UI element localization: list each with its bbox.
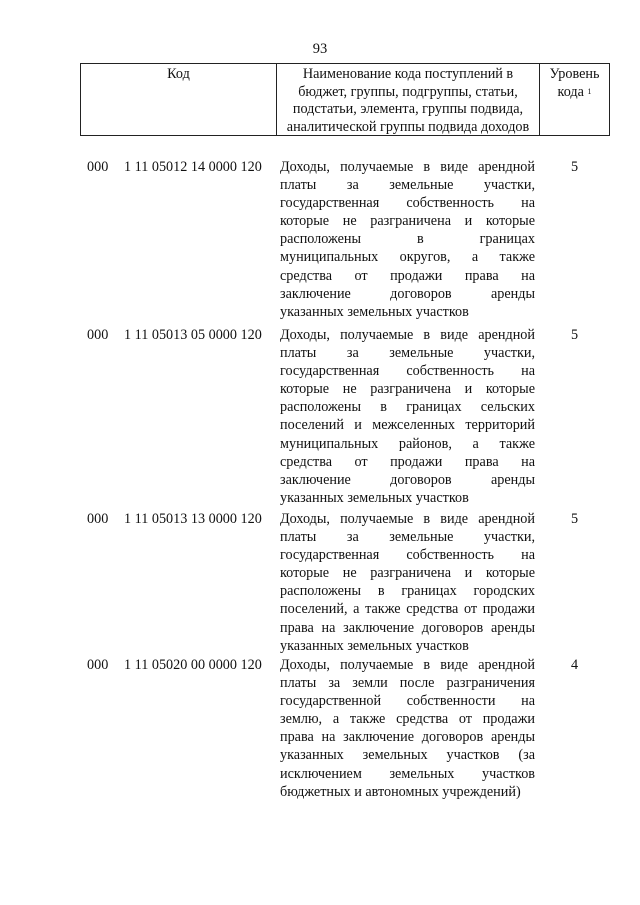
revenue-name-line: государственная собственность на	[280, 363, 535, 380]
revenue-name-line: поселений, а также средства от продажи	[280, 601, 535, 618]
header-level-line: Уровень	[549, 66, 600, 82]
revenue-name-line: поселений и межселенных территорий	[280, 417, 535, 434]
header-level	[540, 66, 609, 101]
revenue-name-line: указанных земельных участков	[280, 303, 469, 320]
revenue-name-line: платы за земельные участки,	[280, 177, 535, 194]
revenue-name-line: землю, а также средства от продажи	[280, 711, 535, 728]
footnote-marker: 1	[587, 86, 592, 96]
header-code: Код	[167, 66, 190, 82]
header-name-line: аналитической группы подвида доходов	[286, 118, 530, 135]
header-name-line: бюджет, группы, подгруппы, статьи,	[298, 83, 518, 100]
revenue-name-line: права на заключение договоров аренды	[280, 619, 535, 636]
header-name-line: Наименование кода поступлений в	[302, 66, 514, 82]
revenue-name-line: средства от продажи права на	[280, 267, 535, 284]
revenue-name-line: заключение договоров аренды	[280, 285, 535, 302]
revenue-name-line: Доходы, получаемые в виде арендной	[280, 327, 535, 343]
revenue-name-line: государственная собственность на	[280, 547, 535, 564]
revenue-name-line: платы за земли после разграничения	[280, 675, 535, 692]
revenue-name-line: муниципальных округов, а также	[280, 249, 535, 266]
revenue-name-line: муниципальных районов, а также	[280, 435, 535, 452]
code-level: 5	[570, 511, 579, 527]
revenue-name-line: Доходы, получаемые в виде арендной	[280, 159, 535, 175]
revenue-name-line: расположены в границах городских	[280, 583, 535, 600]
revenue-name-line: платы за земельные участки,	[280, 345, 535, 362]
revenue-name-line: заключение договоров аренды	[280, 471, 535, 488]
revenue-name-line: Доходы, получаемые в виде арендной	[280, 511, 535, 527]
header-right-border	[609, 63, 610, 136]
revenue-code: 1 11 05013 05 0000 120	[124, 327, 262, 343]
admin-code: 000	[87, 511, 109, 527]
revenue-name-line: средства от продажи права на	[280, 453, 535, 470]
revenue-name-line: указанных земельных участков (за	[280, 747, 535, 764]
revenue-name-line: расположены в границах	[280, 231, 535, 248]
revenue-name-line: платы за земельные участки,	[280, 529, 535, 546]
revenue-name-line: права на заключение договоров аренды	[280, 729, 535, 746]
revenue-name-line: Доходы, получаемые в виде арендной	[280, 657, 535, 673]
revenue-code: 1 11 05020 00 0000 120	[124, 657, 262, 673]
revenue-code: 1 11 05013 13 0000 120	[124, 511, 262, 527]
code-level: 5	[570, 327, 579, 343]
header-name-line: подстатьи, элемента, группы подвида,	[292, 101, 524, 118]
revenue-name-line: указанных земельных участков	[280, 637, 469, 654]
revenue-name	[280, 326, 535, 507]
admin-code: 000	[87, 327, 109, 343]
admin-code: 000	[87, 657, 109, 673]
revenue-name	[280, 510, 535, 655]
revenue-name-line: указанных земельных участков	[280, 489, 469, 506]
header-top-rule	[80, 63, 610, 64]
header-name	[277, 66, 539, 136]
code-level: 5	[570, 159, 579, 175]
admin-code: 000	[87, 159, 109, 175]
revenue-name	[280, 158, 535, 321]
code-level: 4	[570, 657, 579, 673]
revenue-name-line: государственной собственности на	[280, 693, 535, 710]
revenue-name-line: исключением земельных участков	[280, 765, 535, 782]
revenue-name-line: которые не разграничена и которые	[280, 381, 535, 398]
revenue-name-line: которые не разграничена и которые	[280, 565, 535, 582]
revenue-name-line: которые не разграничена и которые	[280, 213, 535, 230]
revenue-name-line: расположены в границах сельских	[280, 399, 535, 416]
revenue-name-line: государственная собственность на	[280, 195, 535, 212]
revenue-name-line: бюджетных и автономных учреждений)	[280, 783, 521, 800]
revenue-name	[280, 656, 535, 801]
header-level-line: кода $^1$	[557, 83, 592, 100]
revenue-code: 1 11 05012 14 0000 120	[124, 159, 262, 175]
page-number: 93	[312, 41, 328, 57]
